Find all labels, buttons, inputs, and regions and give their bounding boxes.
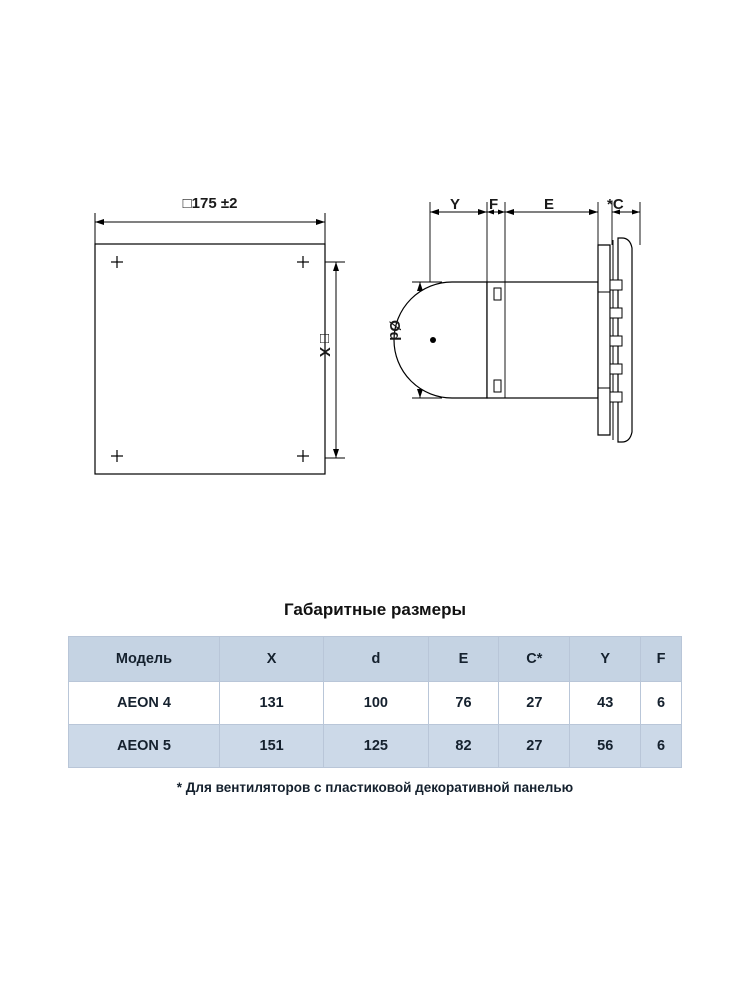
cell-f: 6 xyxy=(641,725,682,768)
table-header-y: Y xyxy=(570,637,641,682)
cell-e: 76 xyxy=(428,682,499,725)
table-header-e: E xyxy=(428,637,499,682)
cell-model: AEON 5 xyxy=(69,725,220,768)
cell-d: 100 xyxy=(324,682,428,725)
cell-model: AEON 4 xyxy=(69,682,220,725)
cell-y: 56 xyxy=(570,725,641,768)
cell-x: 151 xyxy=(220,725,324,768)
table-header-model: Модель xyxy=(69,637,220,682)
cell-f: 6 xyxy=(641,682,682,725)
dimensions-table xyxy=(68,636,682,768)
front-view-drawing xyxy=(95,213,345,474)
table-header-row xyxy=(69,637,682,682)
side-view-dim-label-y: Y xyxy=(450,196,461,213)
table-row xyxy=(69,725,682,768)
table-header-c: C* xyxy=(499,637,570,682)
side-view-diameter-label: Ød xyxy=(386,320,403,341)
front-view-side-dimension-label: □X xyxy=(316,330,333,358)
cell-x: 131 xyxy=(220,682,324,725)
cell-c: 27 xyxy=(499,682,570,725)
cell-c: 27 xyxy=(499,725,570,768)
table-footnote: * Для вентиляторов с пластиковой декоративной панелью xyxy=(176,780,574,795)
cell-e: 82 xyxy=(428,725,499,768)
front-view-top-dimension-label: □175 ±2 xyxy=(182,195,238,212)
table-title: Габаритные размеры xyxy=(284,600,466,619)
table-header-x: X xyxy=(220,637,324,682)
side-view-dim-label-f: F xyxy=(489,196,499,213)
table-header-d: d xyxy=(324,637,428,682)
table-header-f: F xyxy=(641,637,682,682)
table-row xyxy=(69,682,682,725)
side-view-dim-label-e: E xyxy=(544,196,555,213)
side-view-drawing xyxy=(394,202,640,442)
side-view-dim-label-c: *C xyxy=(607,196,624,213)
cell-d: 125 xyxy=(324,725,428,768)
cell-y: 43 xyxy=(570,682,641,725)
